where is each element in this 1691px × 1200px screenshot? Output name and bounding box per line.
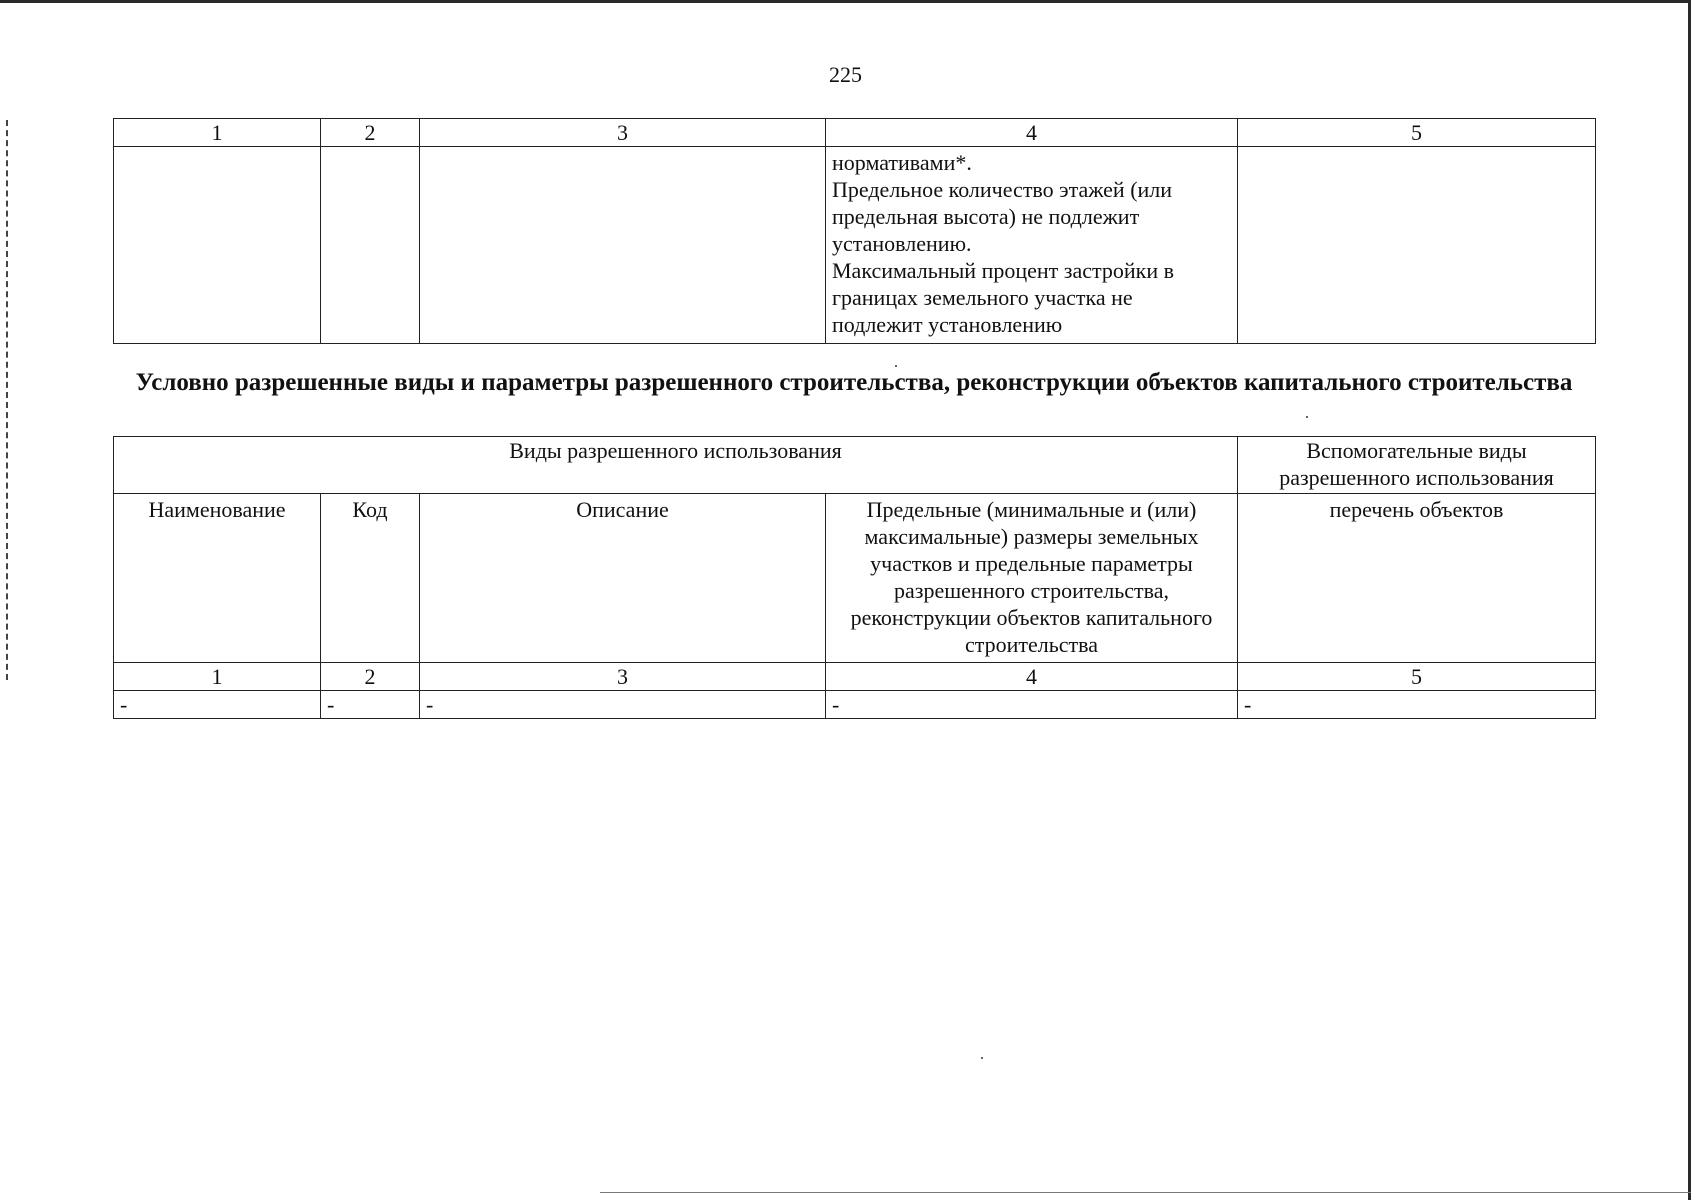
limits-line: нормативами*.	[832, 150, 972, 175]
auxiliary-header: Вспомогательные виды разрешенного использования	[1238, 437, 1596, 494]
scan-speck	[895, 365, 897, 367]
subheader-description: Описание	[420, 494, 826, 663]
table-cell: -	[420, 691, 826, 719]
column-number: 2	[321, 663, 420, 691]
column-number: 1	[114, 119, 321, 147]
scan-border-top	[0, 0, 1691, 3]
conditional-uses-table	[113, 436, 1596, 719]
column-number-row	[114, 119, 1596, 147]
table-cell-limits	[826, 147, 1238, 344]
section-title: Условно разрешенные виды и параметры разрешенного строительства, реконструкции объектов капитального строительства	[135, 369, 1573, 396]
table-header-row	[114, 437, 1596, 494]
subheader-limits: Предельные (минимальные и (или) максимальные) размеры земельных участков и предельные параметры разрешенного строительства, реконструкции объектов капитального строительства	[826, 494, 1238, 663]
column-number: 3	[420, 119, 826, 147]
group-header: Виды разрешенного использования	[114, 437, 1238, 494]
table-cell-code	[321, 147, 420, 344]
column-number: 5	[1238, 663, 1596, 691]
column-number: 3	[420, 663, 826, 691]
table-cell-objects	[1238, 147, 1596, 344]
scan-speck	[981, 1057, 983, 1059]
table-cell: -	[1238, 691, 1596, 719]
limits-line: Предельное количество этажей (или	[832, 177, 1173, 202]
limits-line: подлежит установлению	[832, 312, 1063, 337]
subheader-objects: перечень объектов	[1238, 494, 1596, 663]
limits-line: установлению.	[832, 231, 972, 256]
limits-line: Максимальный процент застройки в	[832, 258, 1174, 283]
page-number: 225	[829, 62, 862, 87]
table-cell: -	[114, 691, 321, 719]
column-number-row	[114, 663, 1596, 691]
column-number: 5	[1238, 119, 1596, 147]
continued-table	[113, 118, 1596, 344]
table-cell: -	[826, 691, 1238, 719]
subheader-code: Код	[321, 494, 420, 663]
table-row	[114, 691, 1596, 719]
scan-binding-marks	[6, 120, 11, 680]
column-number: 1	[114, 663, 321, 691]
column-number: 2	[321, 119, 420, 147]
table-cell: -	[321, 691, 420, 719]
subheader-name: Наименование	[114, 494, 321, 663]
table-subheader-row	[114, 494, 1596, 663]
limits-line: предельная высота) не подлежит	[832, 204, 1140, 229]
scan-border-bottom	[600, 1192, 1691, 1193]
scan-speck	[1306, 416, 1308, 418]
table-row	[114, 147, 1596, 344]
column-number: 4	[826, 663, 1238, 691]
column-number: 4	[826, 119, 1238, 147]
limits-line: границах земельного участка не	[832, 285, 1133, 310]
table-cell-name	[114, 147, 321, 344]
table-cell-description	[420, 147, 826, 344]
